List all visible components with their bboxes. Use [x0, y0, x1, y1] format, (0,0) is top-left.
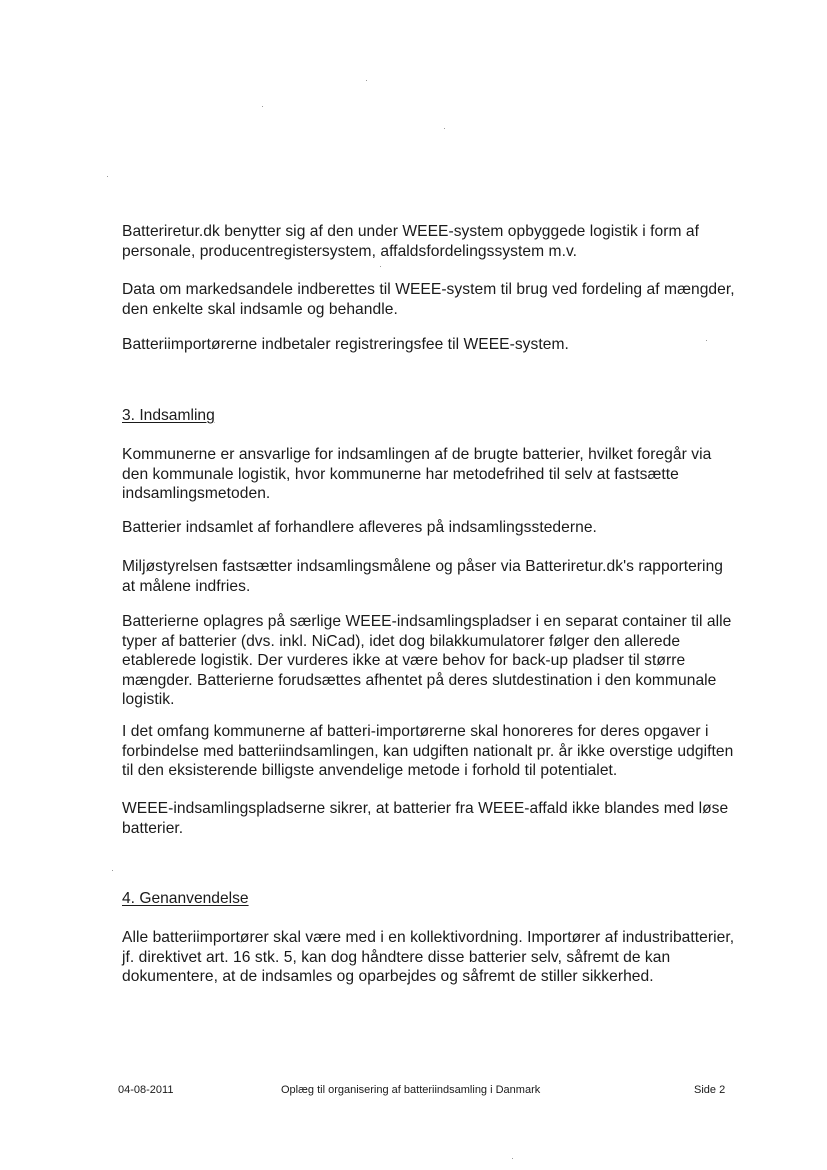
section3-paragraph-2: Batterier indsamlet af forhandlere afleveres på indsamlingsstederne. — [122, 519, 597, 536]
intro-paragraph-2: Data om markedsandele indberettes til WEEE-system til brug ved fordeling af mængder, den enkelte skal indsamle og behandle. — [122, 281, 735, 318]
scan-speck — [444, 128, 445, 129]
scan-speck — [112, 870, 113, 871]
scan-speck — [366, 80, 367, 81]
section3-paragraph-1: Kommunerne er ansvarlige for indsamlingen af de brugte batterier, hvilket foregår via den kommunale logistik, hvor kommunerne har metodefrihed til selv at fastsætte indsamlingsmetoden. — [122, 446, 712, 502]
section3-paragraph-5: I det omfang kommunerne af batteri-importørerne skal honoreres for deres opgaver i forbindelse med batteriindsamlingen, kan udgiften nationalt pr. år ikke overstige udgiften til den eksisterende billigste anvendelige metode i forhold til potentialet. — [122, 723, 734, 779]
section3-paragraph-6: WEEE-indsamlingspladserne sikrer, at batterier fra WEEE-affald ikke blandes med løse batterier. — [122, 800, 729, 837]
scan-speck — [107, 176, 108, 177]
intro-paragraph-1: Batteriretur.dk benytter sig af den under WEEE-system opbyggede logistik i form af personale, producentregistersystem, affaldsfordelingssystem m.v. — [122, 223, 700, 260]
section-heading-indsamling: 3. Indsamling — [122, 407, 215, 424]
intro-paragraph-3: Batteriimportørerne indbetaler registreringsfee til WEEE-system. — [122, 336, 569, 353]
section3-paragraph-4: Batterierne oplagres på særlige WEEE-indsamlingspladser i en separat container til alle typer af batterier (dvs. inkl. NiCad), idet dog bilakkumulatorer følger den allerede etablerede logistik. Der vurderes ikke at være behov for back-up pladser til større mængder. Batterierne forudsættes afhentet på deres slutdestination i den kommunale logistik. — [122, 613, 732, 708]
footer-title: Oplæg til organisering af batteriindsamling i Danmark — [281, 1084, 541, 1096]
footer-page-number: Side 2 — [694, 1084, 726, 1096]
scan-speck — [262, 106, 263, 107]
footer-date: 04-08-2011 — [118, 1084, 174, 1096]
section4-paragraph-1: Alle batteriimportører skal være med i en kollektivordning. Importører af industribatterier, jf. direktivet art. 16 stk. 5, kan dog håndtere disse batterier selv, såfremt de kan dokumentere, at de indsamles og oparbejdes og såfremt de stiller sikkerhed. — [122, 929, 735, 985]
section3-paragraph-3: Miljøstyrelsen fastsætter indsamlingsmålene og påser via Batteriretur.dk's rapportering at målene indfries. — [122, 558, 724, 595]
scan-speck — [512, 1158, 513, 1159]
section-heading-genanvendelse: 4. Genanvendelse — [122, 890, 249, 907]
scan-speck — [380, 266, 381, 267]
